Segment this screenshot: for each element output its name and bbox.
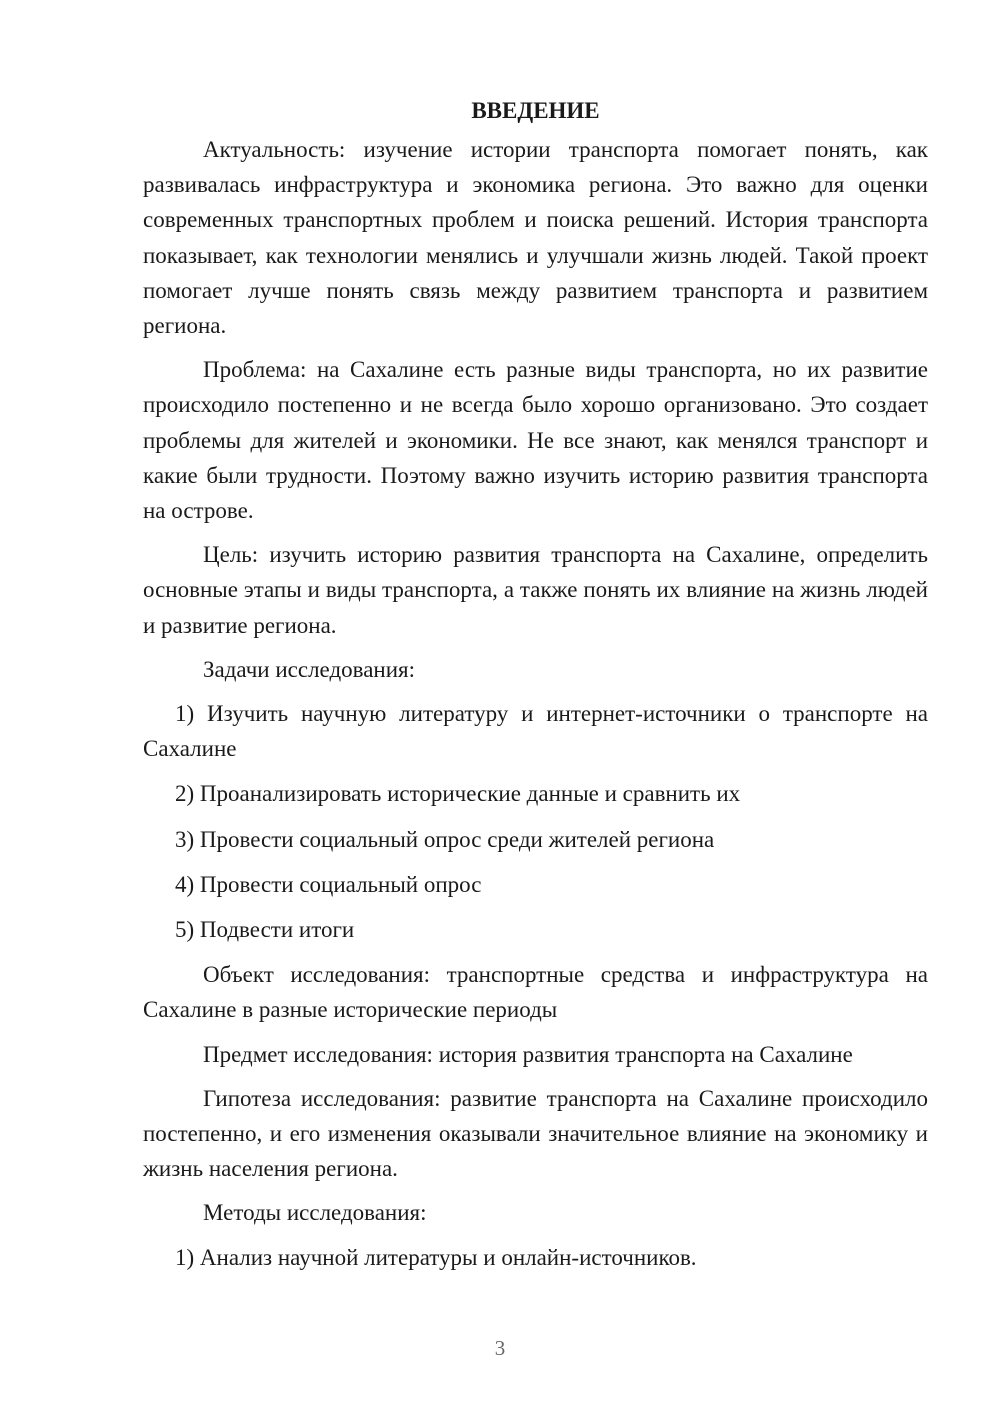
task-item-3: 3) Провести социальный опрос среди жителей региона [175,826,715,852]
object-paragraph: Объект исследования: транспортные средства и инфраструктура на Сахалине в разные исторические периоды [143,962,928,1023]
page-number: 3 [494,1336,506,1360]
methods-title: Методы исследования: [203,1200,427,1226]
page-content [143,96,928,1285]
task-item-4: 4) Провести социальный опрос [175,871,482,897]
task-item-2: 2) Проанализировать исторические данные и сравнить их [175,781,741,807]
relevance-paragraph: Актуальность: изучение истории транспорта помогает понять, как развивалась инфраструктура и экономика региона. Это важно для оценки современных транспортных проблем и поиска решений. История транспорта показывает, как технологии менялись и улучшали жизнь людей. Такой проект помогает лучше понять связь между развитием транспорта и развитием региона. [143,137,928,339]
hypothesis-paragraph: Гипотеза исследования: развитие транспорта на Сахалине происходило постепенно, и его изменения оказывали значительное влияние на экономику и жизнь населения региона. [143,1085,928,1182]
method-item-1: 1) Анализ научной литературы и онлайн-источников. [175,1244,697,1270]
problem-paragraph: Проблема: на Сахалине есть разные виды транспорта, но их развитие происходило постепенно и не всегда было хорошо организовано. Это создает проблемы для жителей и экономики. Не все знают, как менялся транспорт и какие были трудности. Поэтому важно изучить историю развития транспорта на острове. [143,357,928,524]
task-item-1: 1) Изучить научную литературу и интернет-источники о транспорте на Сахалине [143,701,928,762]
goal-paragraph: Цель: изучить историю развития транспорта на Сахалине, определить основные этапы и виды транспорта, а также понять их влияние на жизнь людей и развитие региона. [143,542,928,638]
section-heading: ВВЕДЕНИЕ [471,98,600,123]
tasks-title: Задачи исследования: [203,656,416,682]
task-item-5: 5) Подвести итоги [175,917,355,943]
subject-paragraph: Предмет исследования: история развития транспорта на Сахалине [203,1041,853,1067]
